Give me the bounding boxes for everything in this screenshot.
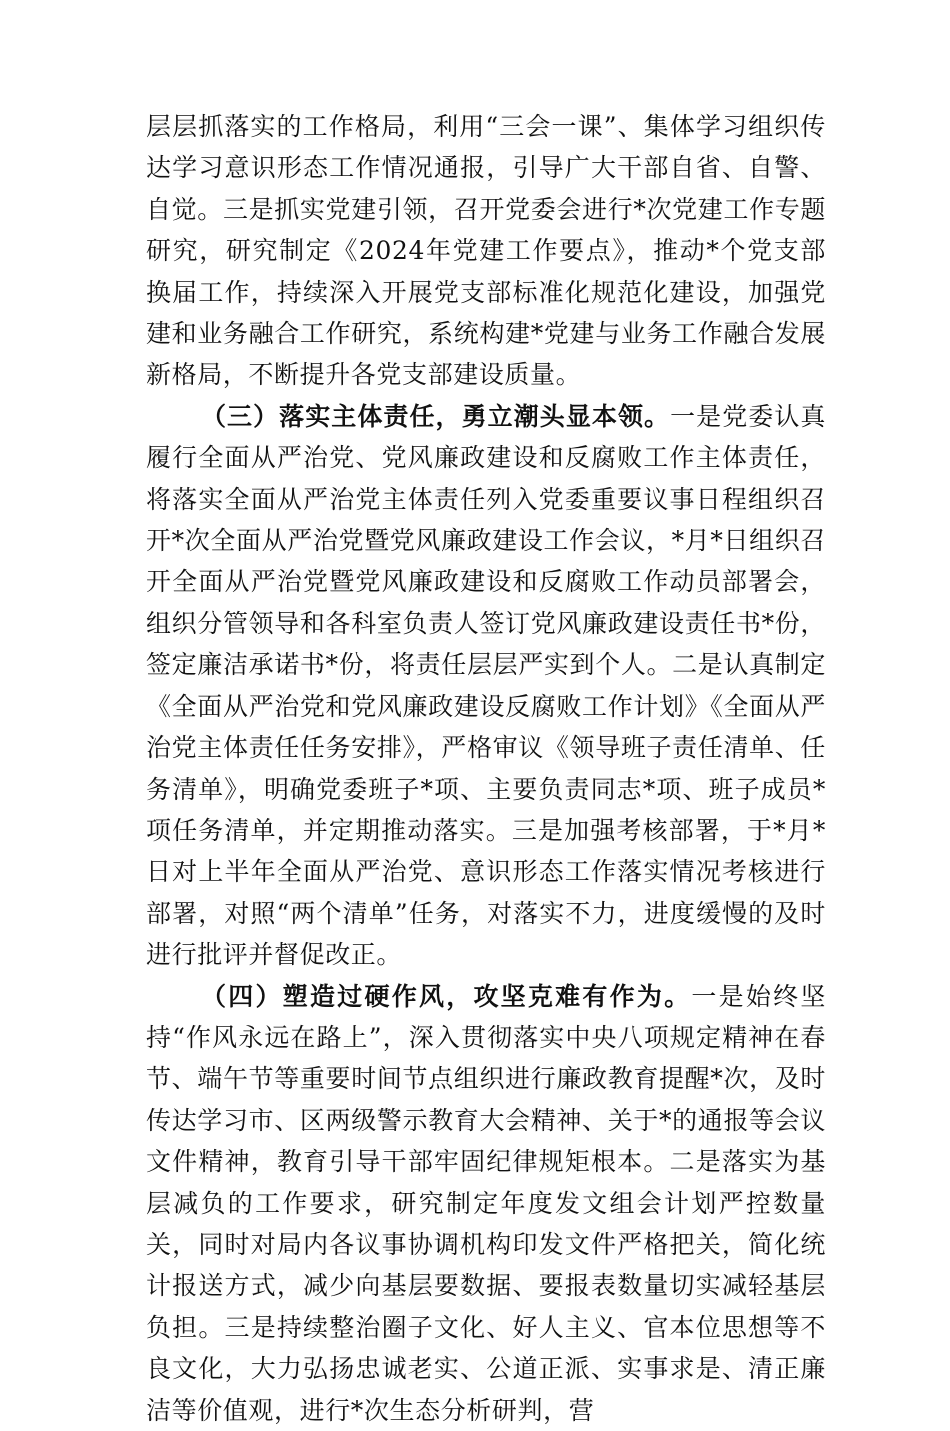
section-four-heading: （四）塑造过硬作风，攻坚克难有作为。: [201, 981, 692, 1011]
paragraph-text: 层层抓落实的工作格局，利用“三会一课”、集体学习组织传达学习意识形态工作情况通报，引导广大干部自省、自警、自觉。三是抓实党建引领，召开党委会进行*次党建工作专题研究，研究制定《2024年党建工作要点》，推动*个党支部换届工作，持续深入开展党支部标准化规范化建设，加强党建和业务融合工作研究，系统构建*党建与业务工作融合发展新格局，不断提升各党支部建设质量。: [146, 112, 826, 390]
paragraph-text: 一是始终坚持“作风永远在路上”，深入贯彻落实中央八项规定精神在春节、端午节等重要时间节点组织进行廉政教育提醒*次，及时传达学习市、区两级警示教育大会精神、关于*的通报等会议文件精神，教育引导干部牢固纪律规矩根本。二是落实为基层减负的工作要求，研究制定年度发文组会计划严控数量关，同时对局内各议事协调机构印发文件严格把关，简化统计报送方式，减少向基层要数据、要报表数量切实减轻基层负担。三是持续整治圈子文化、好人主义、官本位思想等不良文化，大力弘扬忠诚老实、公道正派、实事求是、清正廉洁等价值观，进行*次生态分析研判，营: [146, 981, 826, 1425]
paragraph-continued: [146, 106, 826, 396]
paragraph-section-four: [146, 976, 826, 1431]
section-three-heading: （三）落实主体责任，勇立潮头显本领。: [201, 401, 671, 431]
paragraph-section-three: [146, 396, 826, 976]
paragraph-text: 一是党委认真履行全面从严治党、党风廉政建设和反腐败工作主体责任，将落实全面从严治党主体责任列入党委重要议事日程组织召开*次全面从严治党暨党风廉政建设工作会议，*月*日组织召开全面从严治党暨党风廉政建设和反腐败工作动员部署会，组织分管领导和各科室负责人签订党风廉政建设责任书*份，签定廉洁承诺书*份，将责任层层严实到个人。二是认真制定《全面从严治党和党风廉政建设反腐败工作计划》《全面从严治党主体责任任务安排》，严格审议《领导班子责任清单、任务清单》，明确党委班子*项、主要负责同志*项、班子成员*项任务清单，并定期推动落实。三是加强考核部署，于*月*日对上半年全面从严治党、意识形态工作落实情况考核进行部署，对照“两个清单”任务，对落实不力，进度缓慢的及时进行批评并督促改正。: [146, 401, 826, 970]
document-body: [146, 106, 826, 1431]
